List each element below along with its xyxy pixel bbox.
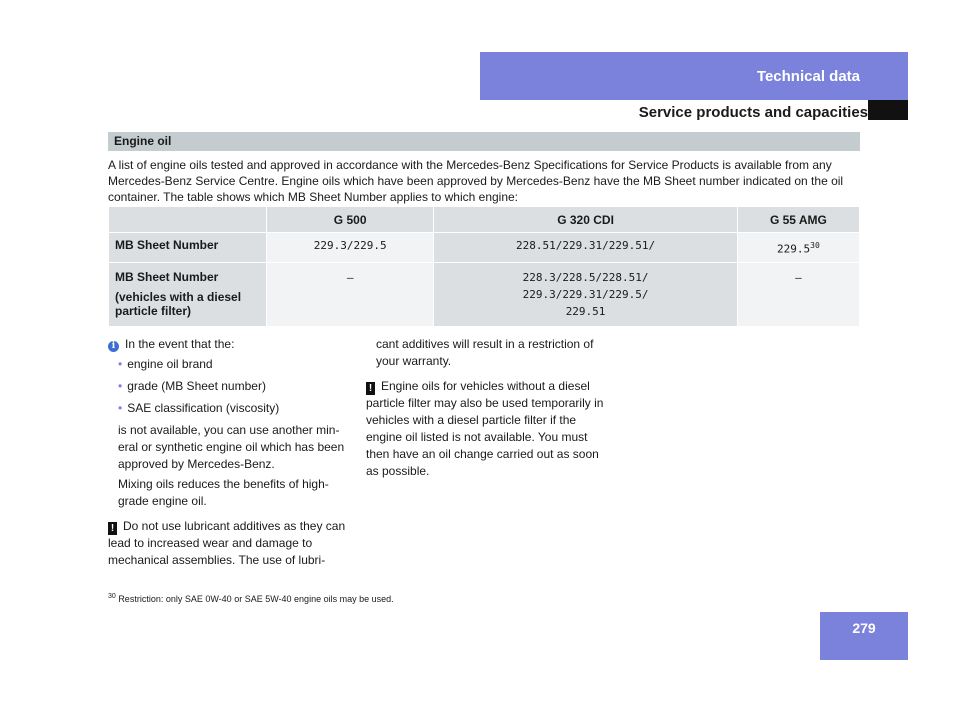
table-cell: – xyxy=(267,263,433,326)
page-number: 279 xyxy=(852,620,876,636)
bullet-icon: • xyxy=(118,401,123,415)
footnote xyxy=(108,593,394,604)
table-corner-cell xyxy=(109,207,266,232)
warning-note xyxy=(108,518,352,569)
footnote-text: Restriction: only SAE 0W-40 or SAE 5W-40 engine oils may be used. xyxy=(118,594,394,604)
bullet-icon: • xyxy=(118,379,123,393)
warning-icon: ! xyxy=(108,522,117,535)
list-item xyxy=(108,378,352,395)
list-item-text: engine oil brand xyxy=(127,357,213,371)
cell-value: 229.5 xyxy=(777,242,811,256)
list-item-text: grade (MB Sheet number) xyxy=(127,379,266,393)
table-cell xyxy=(738,233,859,262)
footnote-number: 30 xyxy=(108,593,116,600)
warning-continuation: cant additives will result in a restriction of your warranty. xyxy=(376,337,594,368)
chapter-marker xyxy=(868,100,908,120)
chapter-tab xyxy=(480,52,908,100)
cell-line: 229.3/229.31/229.5/ xyxy=(522,287,649,301)
warning-icon: ! xyxy=(366,382,375,395)
column-header: G 500 xyxy=(267,207,433,232)
table-cell: – xyxy=(738,263,859,326)
row-label-line: (vehicles with a diesel particle filter) xyxy=(115,289,242,318)
footnote-ref: 30 xyxy=(810,241,820,250)
info-icon: i xyxy=(108,341,119,352)
list-item xyxy=(108,400,352,417)
table-row xyxy=(109,263,859,326)
table-row xyxy=(109,233,859,262)
column-header: G 320 CDI xyxy=(434,207,737,232)
list-item xyxy=(108,356,352,373)
warning-note xyxy=(366,378,610,480)
column-header: G 55 AMG xyxy=(738,207,859,232)
page-number-tab xyxy=(820,612,908,660)
row-label-line: MB Sheet Number xyxy=(115,269,219,284)
section-title: Service products and capacities xyxy=(638,104,868,121)
list-item-text: SAE classification (viscosity) xyxy=(127,401,280,415)
engine-oil-intro: A list of engine oils tested and approved in accordance with the Mercedes-Benz Specifications for Service Products is available from any Mercedes-Benz Service Centre. Engine oils which have been approved by Mercedes-Benz have the MB Sheet number indicated on the oil container. The table shows which MB Sheet Number applies to which engine: xyxy=(108,158,844,204)
cell-line: 229.51 xyxy=(565,304,606,318)
table-cell: 228.51/229.31/229.51/ xyxy=(434,233,737,262)
chapter-title: Technical data xyxy=(756,67,860,85)
notes-column-right xyxy=(366,336,610,480)
row-label xyxy=(109,263,266,326)
table-cell xyxy=(434,263,737,326)
row-label: MB Sheet Number xyxy=(109,233,266,262)
engine-oil-heading: Engine oil xyxy=(114,134,172,148)
warning-text: Engine oils for vehicles without a diesel particle filter may also be used temporarily in vehicles with a diesel particle filter if the engine oil listed is not available. You must then have an oil change carried out as soon as possible. xyxy=(366,379,604,478)
oil-table xyxy=(108,206,860,327)
info-note-text: In the event that the: xyxy=(125,337,235,351)
engine-oil-heading-bar xyxy=(108,132,860,151)
info-paragraph: is not available, you can use another min-eral or synthetic engine oil which has been approved by Mercedes-Benz. xyxy=(118,423,345,471)
bullet-icon: • xyxy=(118,357,123,371)
notes-column-left xyxy=(108,336,352,569)
table-header-row xyxy=(109,207,859,232)
info-note-intro xyxy=(108,336,352,353)
cell-line: 228.3/228.5/228.51/ xyxy=(522,270,649,284)
info-paragraph: Mixing oils reduces the benefits of high-grade engine oil. xyxy=(118,477,329,508)
table-cell: 229.3/229.5 xyxy=(267,233,433,262)
warning-text: Do not use lubricant additives as they can lead to increased wear and damage to mechanical assemblies. The use of lubri- xyxy=(108,519,346,567)
